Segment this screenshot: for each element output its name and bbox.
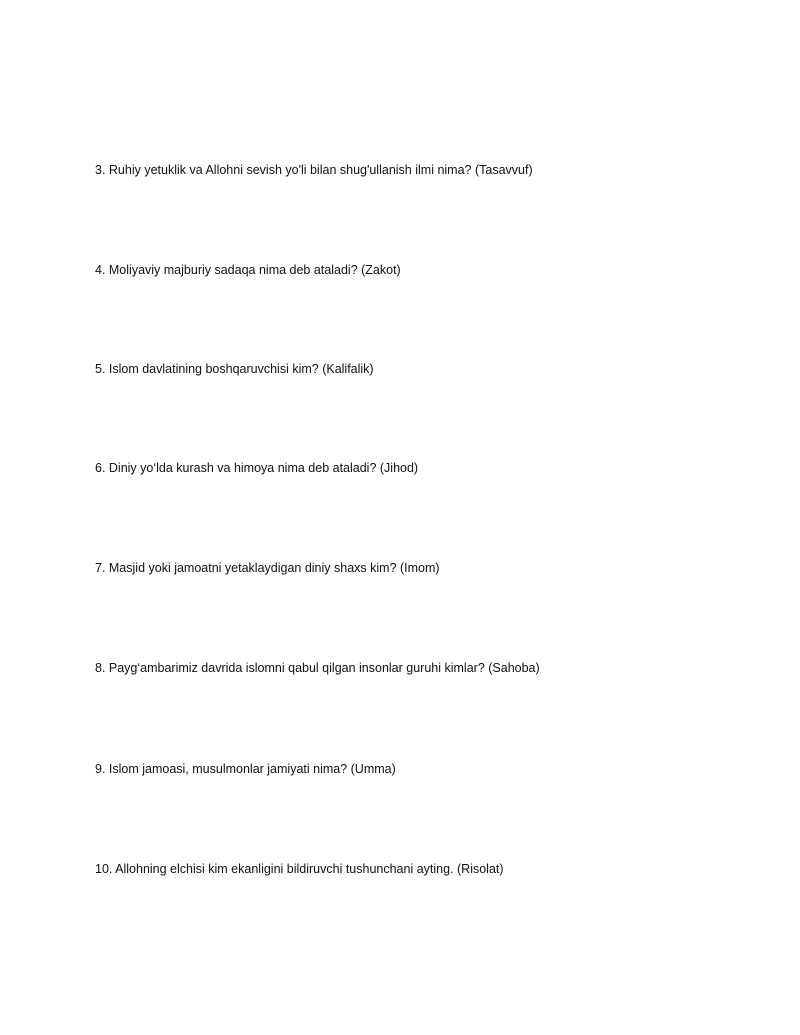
question-6: 6. Diniy yo‘lda kurash va himoya nima deb ataladi? (Jihod) bbox=[95, 461, 419, 475]
question-5: 5. Islom davlatining boshqaruvchisi kim? (Kalifalik) bbox=[95, 362, 374, 376]
question-10: 10. Allohning elchisi kim ekanligini bildiruvchi tushunchani ayting. (Risolat) bbox=[95, 862, 504, 876]
question-9: 9. Islom jamoasi, musulmonlar jamiyati nima? (Umma) bbox=[95, 762, 396, 776]
question-3: 3. Ruhiy yetuklik va Allohni sevish yo'li bilan shug'ullanish ilmi nima? (Tasavvuf) bbox=[95, 163, 533, 177]
question-7: 7. Masjid yoki jamoatni yetaklaydigan diniy shaxs kim? (Imom) bbox=[95, 561, 440, 575]
question-4: 4. Moliyaviy majburiy sadaqa nima deb ataladi? (Zakot) bbox=[95, 263, 401, 277]
question-8: 8. Payg‘ambarimiz davrida islomni qabul qilgan insonlar guruhi kimlar? (Sahoba) bbox=[95, 661, 540, 675]
